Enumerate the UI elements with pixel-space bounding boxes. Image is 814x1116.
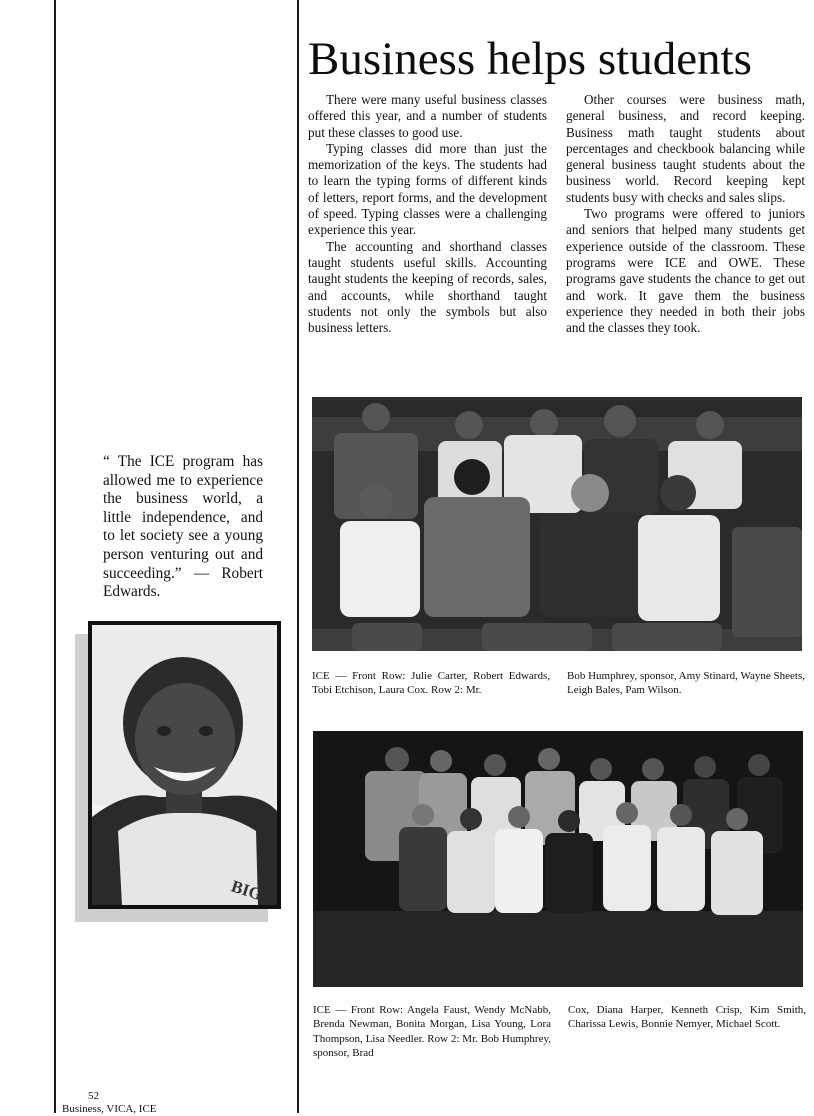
- paragraph: Other courses were business math, general business, and record keeping. Business math taught students about percentages and checkbook balancing while general business taught students about the business world. Record keeping kept students busy with checks and sales slips.: [566, 92, 805, 205]
- article-column-right: [566, 92, 805, 336]
- left-column-rule: [54, 0, 56, 1113]
- paragraph: Two programs were offered to juniors and seniors that helped many students get experience outside of the classroom. These programs were ICE and OWE. These programs gave students the chance to get out and work. It gave them the business experience they needed in both their jobs and the classes they took.: [566, 206, 805, 336]
- section-name: Business, VICA, ICE: [62, 1103, 157, 1115]
- paragraph: Typing classes did more than just the memorization of the keys. The students had to learn the typing forms of different kinds of letters, report forms, and the development of speed. Typing classes were a challenging experience this year.: [308, 140, 547, 238]
- student-quote: “ The ICE program has allowed me to experience the business world, a little independence, and to let society see a young person venturing out and succeeding.” — Robert Edwards.: [103, 453, 263, 601]
- paragraph: There were many useful business classes offered this year, and a number of students put these classes to good use.: [308, 92, 547, 140]
- photo-1-caption-left: ICE — Front Row: Julie Carter, Robert Edwards, Tobi Etchison, Laura Cox. Row 2: Mr.: [312, 670, 550, 697]
- shirt-lettering: BIG: [228, 876, 265, 905]
- page-folio: [62, 1090, 182, 1116]
- photo-2-caption-right: Cox, Diana Harper, Kenneth Crisp, Kim Smith, Charissa Lewis, Bonnie Nemyer, Michael Scott.: [568, 1004, 806, 1031]
- portrait-photo: [88, 621, 281, 909]
- article-column-left: [308, 92, 547, 336]
- photo-2-caption-left: ICE — Front Row: Angela Faust, Wendy McNabb, Brenda Newman, Bonita Morgan, Lisa Young, Lora Thompson, Lisa Needler. Row 2: Mr. Bob Humphrey, sponsor, Brad: [313, 1004, 551, 1059]
- group-photo-ice-1: [312, 397, 802, 651]
- page-number: 52: [88, 1090, 99, 1102]
- paragraph: The accounting and shorthand classes taught students useful skills. Accounting taught students the keeping of records, sales, and accounts, while shorthand taught students not only the symbols but also business letters.: [308, 238, 547, 336]
- portrait-image: [88, 621, 281, 909]
- article-headline: Business helps students: [308, 33, 752, 85]
- photo-1-caption-right: Bob Humphrey, sponsor, Amy Stinard, Wayne Sheets, Leigh Bales, Pam Wilson.: [567, 670, 805, 697]
- gutter-rule: [297, 0, 299, 1113]
- group-photo-ice-2: [313, 731, 803, 987]
